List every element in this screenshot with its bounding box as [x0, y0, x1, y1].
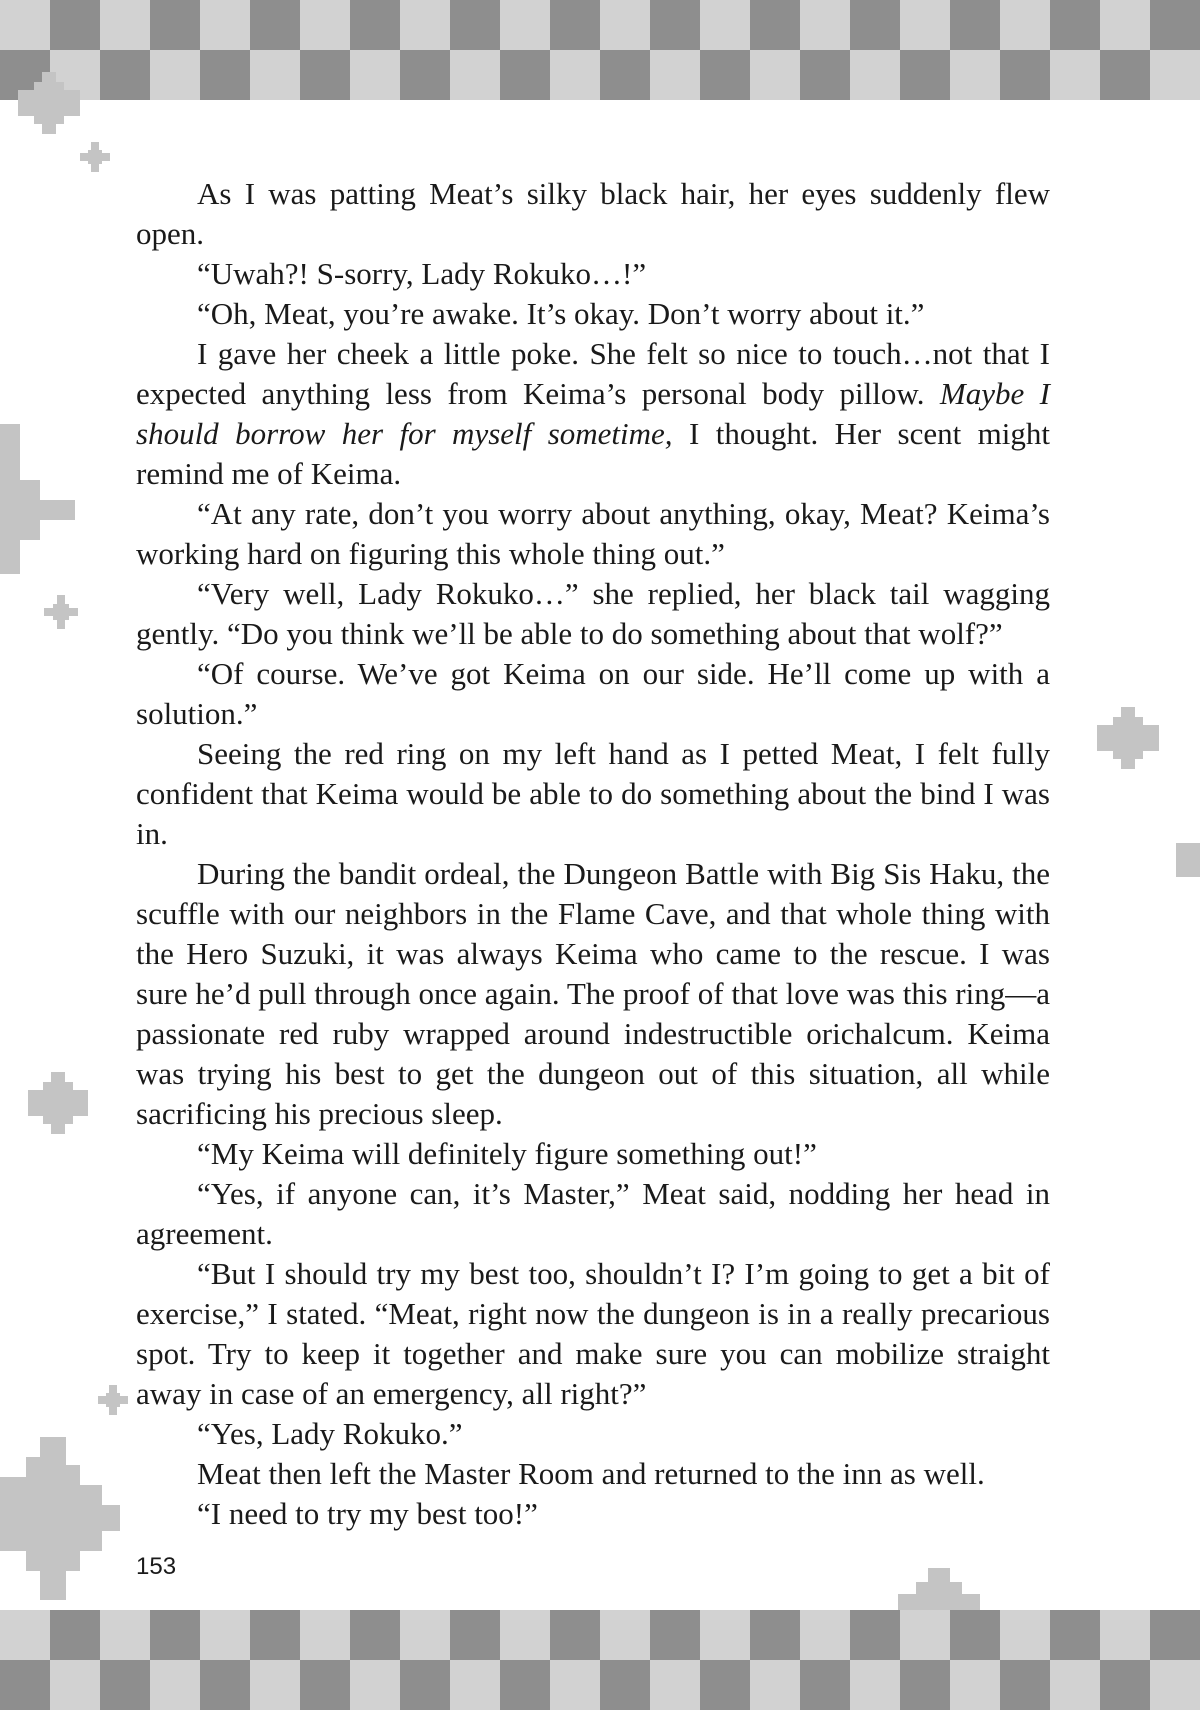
paragraph: “Very well, Lady Rokuko…” she replied, her black tail wagging gently. “Do you think we’ll be able to do something about that wolf?” — [136, 576, 1050, 651]
sparkle-icon — [98, 1385, 128, 1415]
paragraph: “My Keima will definitely figure something out!” — [197, 1136, 817, 1171]
paragraph: “Uwah?! S-sorry, Lady Rokuko…!” — [197, 256, 647, 291]
sparkle-icon — [0, 1437, 120, 1600]
paragraph-italic-thought: Maybe I should borrow her for myself sometime, — [136, 376, 1050, 451]
paragraph: “But I should try my best too, shouldn’t I? I’m going to get a bit of exercise,” I stated. “Meat, right now the dungeon is in a really precarious spot. Try to keep it together and make sure you can mobilize straight away in case of an emergency, all right?” — [136, 1256, 1050, 1411]
checkered-border-bottom — [0, 1610, 1200, 1710]
sparkle-icon — [18, 72, 80, 134]
sparkle-icon — [80, 142, 110, 172]
paragraph: “Of course. We’ve got Keima on our side. He’ll come up with a solution.” — [136, 656, 1050, 731]
sparkle-icon — [1097, 707, 1159, 769]
paragraph: “Yes, Lady Rokuko.” — [197, 1416, 463, 1451]
paragraph: “I need to try my best too!” — [197, 1496, 538, 1531]
paragraph: “Yes, if anyone can, it’s Master,” Meat said, nodding her head in agreement. — [136, 1176, 1050, 1251]
paragraph: “At any rate, don’t you worry about anything, okay, Meat? Keima’s working hard on figuring this whole thing out.” — [136, 496, 1050, 571]
paragraph-text: I gave her cheek a little poke. She felt so nice to touch…not that I expected anything less from Keima’s personal body pillow. — [136, 336, 1050, 411]
paragraph: During the bandit ordeal, the Dungeon Battle with Big Sis Haku, the scuffle with our neighbors in the Flame Cave, and that whole thing with the Hero Suzuki, it was always Keima who came to the rescue. I was sure he’d pull through once again. The proof of that love was this ring—a passionate red ruby wrapped around indestructible orichalcum. Keima was trying his best to get the dungeon out of this situation, all while sacrificing his precious sleep. — [136, 856, 1050, 1131]
page-number: 153 — [136, 1553, 177, 1580]
paragraph: Seeing the red ring on my left hand as I petted Meat, I felt fully confident that Keima would be able to do something about the bind I was in. — [136, 736, 1050, 851]
paragraph: As I was patting Meat’s silky black hair, her eyes suddenly flew open. — [136, 176, 1050, 251]
paragraph — [136, 334, 1050, 494]
sparkle-icon — [28, 1072, 88, 1134]
sparkle-icon — [44, 595, 78, 629]
sparkle-icon — [1176, 843, 1200, 877]
sparkle-icon — [0, 424, 80, 574]
checkered-border-top — [0, 0, 1200, 100]
paragraph-text: I thought. Her scent might remind me of Keima. — [136, 416, 1050, 491]
story-text — [136, 174, 1050, 1534]
paragraph: Meat then left the Master Room and returned to the inn as well. — [197, 1456, 985, 1491]
paragraph: “Oh, Meat, you’re awake. It’s okay. Don’t worry about it.” — [197, 296, 925, 331]
